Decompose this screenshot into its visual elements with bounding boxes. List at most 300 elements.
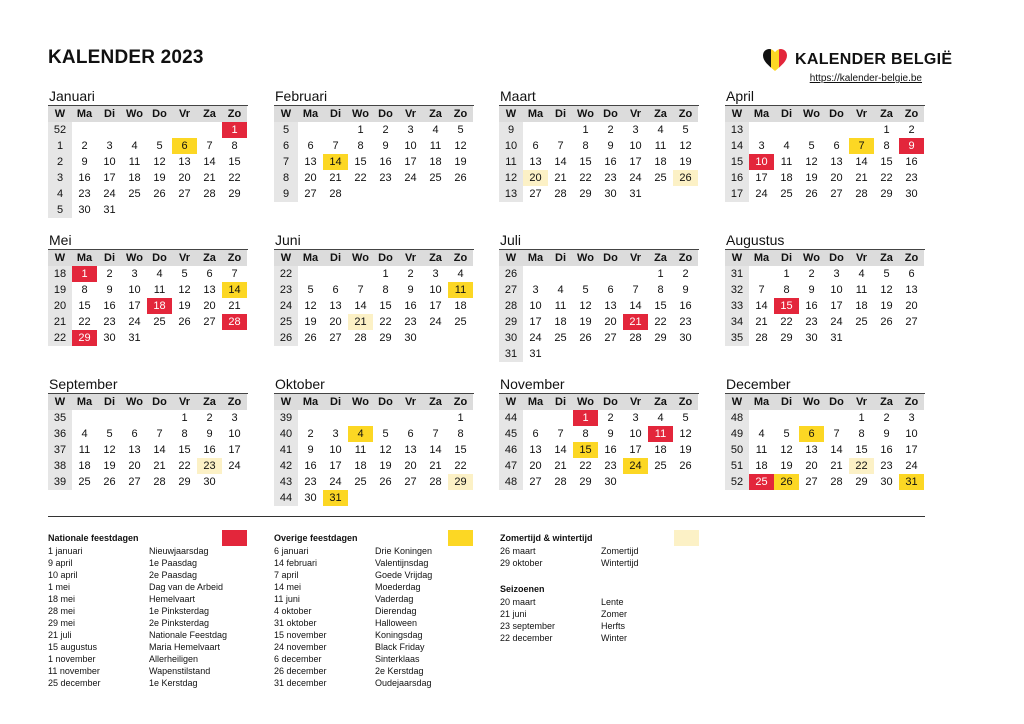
- day-cell: 6: [172, 138, 197, 154]
- day-cell: 12: [805, 156, 818, 168]
- empty-cell: [423, 410, 448, 426]
- day-cell: 4: [657, 124, 664, 136]
- empty-cell: [172, 330, 197, 346]
- empty-cell: [824, 410, 849, 426]
- weekday-header: Ma: [523, 106, 548, 122]
- day-cell: 8: [582, 140, 589, 152]
- legend-date: 18 mei: [48, 594, 76, 604]
- legend-date: 6 december: [274, 654, 322, 664]
- empty-cell: [448, 490, 473, 506]
- empty-cell: [874, 330, 899, 346]
- empty-cell: [147, 410, 172, 426]
- weekday-header: Wo: [348, 106, 373, 122]
- weekday-header: Do: [598, 250, 623, 266]
- legend-holiday-name: Vaderdag: [375, 594, 414, 604]
- day-cell: 14: [830, 444, 843, 456]
- weekday-header: Do: [147, 106, 172, 122]
- legend-date: 21 juli: [48, 630, 72, 640]
- legend-holiday-name: Herfts: [601, 621, 626, 631]
- day-cell: 19: [780, 460, 793, 472]
- week-number: 25: [274, 314, 298, 330]
- day-cell: 20: [329, 316, 342, 328]
- week-number: 41: [274, 442, 298, 458]
- day-cell: 22: [178, 460, 191, 472]
- legend-date: 26 maart: [500, 546, 536, 556]
- day-cell: 24: [404, 172, 417, 184]
- weekday-header: Vr: [172, 106, 197, 122]
- month-juni: [274, 232, 474, 346]
- legend-row: [274, 653, 432, 665]
- weekday-header: Do: [598, 394, 623, 410]
- day-cell: 27: [178, 188, 191, 200]
- week-number-header: W: [274, 394, 298, 410]
- legend-holiday-name: Zomer: [601, 609, 628, 619]
- day-cell: 5: [457, 124, 464, 136]
- day-cell: 26: [774, 474, 799, 490]
- day-cell: 3: [407, 124, 414, 136]
- day-cell: 9: [106, 284, 113, 296]
- legend-row: [48, 677, 227, 689]
- weekday-header: Di: [774, 250, 799, 266]
- day-cell: 16: [203, 444, 216, 456]
- empty-cell: [398, 186, 423, 202]
- empty-cell: [448, 330, 473, 346]
- day-cell: 8: [883, 140, 890, 152]
- empty-cell: [298, 266, 323, 282]
- legend-holiday-name: Winter: [601, 633, 628, 643]
- day-cell: 9: [607, 140, 614, 152]
- day-cell: 20: [203, 300, 216, 312]
- day-cell: 7: [632, 284, 639, 296]
- legend-row: [500, 545, 639, 557]
- weekday-header: Vr: [398, 106, 423, 122]
- weekday-header: Vr: [623, 394, 648, 410]
- day-cell: 15: [654, 300, 667, 312]
- legend-date: 23 september: [500, 621, 556, 631]
- day-cell: 11: [429, 140, 442, 152]
- day-cell: 22: [354, 172, 367, 184]
- legend-date: 14 mei: [274, 582, 302, 592]
- empty-cell: [222, 330, 247, 346]
- day-cell: 9: [81, 156, 88, 168]
- day-cell: 21: [228, 300, 241, 312]
- legend-holiday-name: Dag van de Arbeid: [149, 582, 224, 592]
- month-augustus: [725, 232, 925, 346]
- day-cell: 10: [830, 284, 843, 296]
- day-cell: 30: [78, 204, 91, 216]
- empty-cell: [673, 346, 698, 362]
- legend-row: [48, 617, 227, 629]
- day-cell: 17: [629, 444, 642, 456]
- day-cell: 4: [557, 284, 564, 296]
- month-grid: [48, 393, 248, 490]
- day-cell: 21: [329, 172, 342, 184]
- empty-cell: [824, 122, 849, 138]
- day-cell: 5: [106, 428, 113, 440]
- day-cell: 15: [454, 444, 467, 456]
- day-cell: 4: [131, 140, 138, 152]
- day-cell: 29: [579, 476, 592, 488]
- day-cell: 16: [379, 156, 392, 168]
- legend-date: 22 december: [500, 633, 553, 643]
- day-cell: 6: [206, 268, 213, 280]
- day-cell: 17: [529, 316, 542, 328]
- day-cell: 23: [404, 316, 417, 328]
- day-cell: 1: [783, 268, 790, 280]
- empty-cell: [323, 266, 348, 282]
- weekday-header: Wo: [122, 250, 147, 266]
- empty-cell: [298, 122, 323, 138]
- empty-cell: [673, 474, 698, 490]
- day-cell: 1: [457, 412, 464, 424]
- weekday-header: Wo: [573, 106, 598, 122]
- day-cell: 9: [682, 284, 689, 296]
- day-cell: 12: [679, 140, 692, 152]
- day-cell: 30: [679, 332, 692, 344]
- day-cell: 20: [805, 460, 818, 472]
- legend-holiday-name: Moederdag: [375, 582, 421, 592]
- day-cell: 10: [103, 156, 116, 168]
- week-number: 38: [48, 458, 72, 474]
- day-cell: 21: [855, 172, 868, 184]
- day-cell: 3: [231, 412, 238, 424]
- weekday-header: Zo: [673, 250, 698, 266]
- day-cell: 21: [830, 460, 843, 472]
- month-name: Juni: [275, 232, 301, 248]
- day-cell: 27: [830, 188, 843, 200]
- day-cell: 4: [758, 428, 765, 440]
- empty-cell: [598, 346, 623, 362]
- legend-holiday-name: 1e Kerstdag: [149, 678, 198, 688]
- day-cell: 1: [657, 268, 664, 280]
- empty-cell: [749, 266, 774, 282]
- week-number-header: W: [274, 250, 298, 266]
- day-cell: 19: [153, 172, 166, 184]
- weekday-header: Za: [874, 394, 899, 410]
- empty-cell: [849, 330, 874, 346]
- empty-cell: [673, 186, 698, 202]
- weekday-header: Di: [548, 394, 573, 410]
- day-cell: 24: [755, 188, 768, 200]
- week-number: 28: [499, 298, 523, 314]
- day-cell: 10: [404, 140, 417, 152]
- day-cell: 30: [404, 332, 417, 344]
- day-cell: 18: [128, 172, 141, 184]
- weekday-header: Ma: [298, 250, 323, 266]
- legend-date: 7 april: [274, 570, 299, 580]
- empty-cell: [648, 346, 673, 362]
- weekday-header: Vr: [172, 250, 197, 266]
- day-cell: 28: [554, 188, 567, 200]
- weekday-header: Ma: [72, 394, 97, 410]
- legend-date: 25 december: [48, 678, 101, 688]
- belgian-heart-icon: [762, 48, 788, 72]
- day-cell: 5: [783, 428, 790, 440]
- day-cell: 5: [682, 412, 689, 424]
- week-number: 48: [725, 410, 749, 426]
- day-cell: 23: [103, 316, 116, 328]
- month-name: April: [726, 88, 755, 104]
- day-cell: 6: [833, 140, 840, 152]
- empty-cell: [197, 330, 222, 346]
- month-grid: [499, 105, 699, 202]
- day-cell: 2: [382, 124, 389, 136]
- day-cell: 16: [805, 300, 818, 312]
- weekday-header: Za: [648, 394, 673, 410]
- weekday-header: Zo: [222, 394, 247, 410]
- legend-holiday-name: Maria Hemelvaart: [149, 642, 221, 652]
- weekday-header: Do: [373, 250, 398, 266]
- week-number: 24: [274, 298, 298, 314]
- day-cell: 24: [103, 188, 116, 200]
- empty-cell: [147, 330, 172, 346]
- month-name: Februari: [275, 88, 328, 104]
- day-cell: 1: [72, 266, 97, 282]
- day-cell: 26: [805, 188, 818, 200]
- legend-row: [500, 608, 627, 620]
- month-name: November: [500, 376, 565, 392]
- week-number: 50: [725, 442, 749, 458]
- week-number: 7: [274, 154, 298, 170]
- weekday-header: Wo: [573, 394, 598, 410]
- day-cell: 29: [228, 188, 241, 200]
- empty-cell: [523, 122, 548, 138]
- month-maart: [499, 88, 699, 202]
- day-cell: 13: [805, 444, 818, 456]
- day-cell: 9: [883, 428, 890, 440]
- month-grid: [274, 249, 474, 346]
- legend-row: [48, 641, 227, 653]
- day-cell: 25: [429, 172, 442, 184]
- day-cell: 28: [203, 188, 216, 200]
- legend-holiday-name: Black Friday: [375, 642, 425, 652]
- legend-swatch-national: [222, 530, 247, 546]
- legend-row: [274, 593, 432, 605]
- day-cell: 22: [228, 172, 241, 184]
- day-cell: 2: [682, 268, 689, 280]
- week-number-header: W: [48, 106, 72, 122]
- legend-date: 1 januari: [48, 546, 83, 556]
- legend-holiday-name: Goede Vrijdag: [375, 570, 433, 580]
- day-cell: 20: [905, 300, 918, 312]
- day-cell: 2: [206, 412, 213, 424]
- day-cell: 19: [304, 316, 317, 328]
- day-cell: 26: [454, 172, 467, 184]
- month-grid: [725, 249, 925, 346]
- legend-title: Nationale feestdagen: [48, 533, 139, 543]
- weekday-header: Di: [774, 394, 799, 410]
- empty-cell: [122, 410, 147, 426]
- legend-date: 29 mei: [48, 618, 76, 628]
- day-cell: 25: [128, 188, 141, 200]
- weekday-header: Ma: [749, 106, 774, 122]
- month-name: Mei: [49, 232, 72, 248]
- day-cell: 15: [880, 156, 893, 168]
- day-cell: 5: [307, 284, 314, 296]
- legend-holiday-name: Halloween: [375, 618, 418, 628]
- empty-cell: [648, 474, 673, 490]
- week-number: 27: [499, 282, 523, 298]
- week-number: 3: [48, 170, 72, 186]
- day-cell: 16: [905, 156, 918, 168]
- day-cell: 1: [573, 410, 598, 426]
- day-cell: 7: [758, 284, 765, 296]
- empty-cell: [197, 202, 222, 218]
- day-cell: 30: [905, 188, 918, 200]
- day-cell: 9: [607, 428, 614, 440]
- day-cell: 23: [604, 460, 617, 472]
- week-number: 17: [725, 186, 749, 202]
- legend-row: [274, 557, 432, 569]
- week-number: 52: [48, 122, 72, 138]
- day-cell: 22: [654, 316, 667, 328]
- day-cell: 28: [153, 476, 166, 488]
- day-cell: 2: [607, 124, 614, 136]
- day-cell: 28: [354, 332, 367, 344]
- legend-row: [274, 581, 432, 593]
- month-december: [725, 376, 925, 490]
- day-cell: 26: [304, 332, 317, 344]
- empty-cell: [348, 266, 373, 282]
- empty-cell: [398, 410, 423, 426]
- day-cell: 12: [153, 156, 166, 168]
- day-cell: 10: [749, 154, 774, 170]
- week-number: 44: [499, 410, 523, 426]
- weekday-header: Za: [197, 250, 222, 266]
- empty-cell: [799, 410, 824, 426]
- day-cell: 2: [307, 428, 314, 440]
- week-number-header: W: [725, 106, 749, 122]
- day-cell: 6: [407, 428, 414, 440]
- day-cell: 1: [357, 124, 364, 136]
- day-cell: 7: [206, 140, 213, 152]
- day-cell: 22: [579, 172, 592, 184]
- day-cell: 31: [899, 474, 924, 490]
- empty-cell: [774, 410, 799, 426]
- day-cell: 7: [849, 138, 874, 154]
- day-cell: 14: [855, 156, 868, 168]
- day-cell: 27: [329, 332, 342, 344]
- day-cell: 24: [623, 458, 648, 474]
- week-number: 48: [499, 474, 523, 490]
- legend-title: Seizoenen: [500, 584, 545, 594]
- weekday-header: Ma: [72, 250, 97, 266]
- day-cell: 1: [181, 412, 188, 424]
- day-cell: 30: [203, 476, 216, 488]
- day-cell: 25: [78, 476, 91, 488]
- day-cell: 15: [573, 442, 598, 458]
- day-cell: 22: [849, 458, 874, 474]
- week-number: 13: [499, 186, 523, 202]
- day-cell: 4: [81, 428, 88, 440]
- empty-cell: [523, 410, 548, 426]
- day-cell: 3: [106, 140, 113, 152]
- day-cell: 28: [855, 188, 868, 200]
- empty-cell: [573, 346, 598, 362]
- empty-cell: [323, 122, 348, 138]
- website-link[interactable]: https://kalender-belgie.be: [809, 73, 922, 84]
- day-cell: 28: [329, 188, 342, 200]
- day-cell: 6: [607, 284, 614, 296]
- legend-seasons: [500, 583, 627, 644]
- day-cell: 21: [429, 460, 442, 472]
- day-cell: 3: [758, 140, 765, 152]
- day-cell: 17: [755, 172, 768, 184]
- empty-cell: [623, 474, 648, 490]
- brand-name: KALENDER BELGIË: [795, 51, 953, 68]
- legend-date: 10 april: [48, 570, 78, 580]
- day-cell: 8: [657, 284, 664, 296]
- day-cell: 16: [404, 300, 417, 312]
- weekday-header: Za: [423, 394, 448, 410]
- weekday-header: Vr: [623, 250, 648, 266]
- empty-cell: [423, 330, 448, 346]
- day-cell: 27: [304, 188, 317, 200]
- day-cell: 12: [178, 284, 191, 296]
- day-cell: 26: [679, 460, 692, 472]
- week-number-header: W: [499, 394, 523, 410]
- day-cell: 13: [404, 444, 417, 456]
- day-cell: 27: [604, 332, 617, 344]
- empty-cell: [448, 186, 473, 202]
- day-cell: 28: [554, 476, 567, 488]
- day-cell: 11: [755, 444, 768, 456]
- week-number-header: W: [499, 106, 523, 122]
- day-cell: 6: [131, 428, 138, 440]
- week-number: 5: [274, 122, 298, 138]
- day-cell: 22: [880, 172, 893, 184]
- month-grid: [725, 393, 925, 490]
- legend-date: 9 april: [48, 558, 73, 568]
- legend-date: 14 februari: [274, 558, 318, 568]
- empty-cell: [373, 490, 398, 506]
- week-number: 30: [499, 330, 523, 346]
- month-name: December: [726, 376, 791, 392]
- week-number: 23: [274, 282, 298, 298]
- weekday-header: Di: [548, 106, 573, 122]
- week-number: 21: [48, 314, 72, 330]
- weekday-header: Za: [197, 106, 222, 122]
- legend-date: 11 november: [48, 666, 100, 676]
- day-cell: 17: [228, 444, 241, 456]
- empty-cell: [348, 186, 373, 202]
- legend-holiday-name: Oudejaarsdag: [375, 678, 432, 688]
- day-cell: 24: [830, 316, 843, 328]
- day-cell: 5: [382, 428, 389, 440]
- day-cell: 22: [780, 316, 793, 328]
- legend-holiday-name: Dierendag: [375, 606, 417, 616]
- week-number: 10: [499, 138, 523, 154]
- week-number: 40: [274, 426, 298, 442]
- empty-cell: [423, 186, 448, 202]
- empty-cell: [423, 490, 448, 506]
- day-cell: 10: [429, 284, 442, 296]
- day-cell: 6: [532, 140, 539, 152]
- day-cell: 10: [629, 140, 642, 152]
- day-cell: 28: [429, 476, 442, 488]
- legend-holiday-name: 2e Paasdag: [149, 570, 198, 580]
- legend-date: 31 oktober: [274, 618, 317, 628]
- weekday-header: Ma: [298, 106, 323, 122]
- legend-holiday-name: Drie Koningen: [375, 546, 433, 556]
- week-number: 19: [48, 282, 72, 298]
- weekday-header: Ma: [749, 394, 774, 410]
- day-cell: 20: [529, 460, 542, 472]
- day-cell: 24: [128, 316, 141, 328]
- day-cell: 21: [554, 460, 567, 472]
- day-cell: 11: [780, 156, 793, 168]
- day-cell: 5: [181, 268, 188, 280]
